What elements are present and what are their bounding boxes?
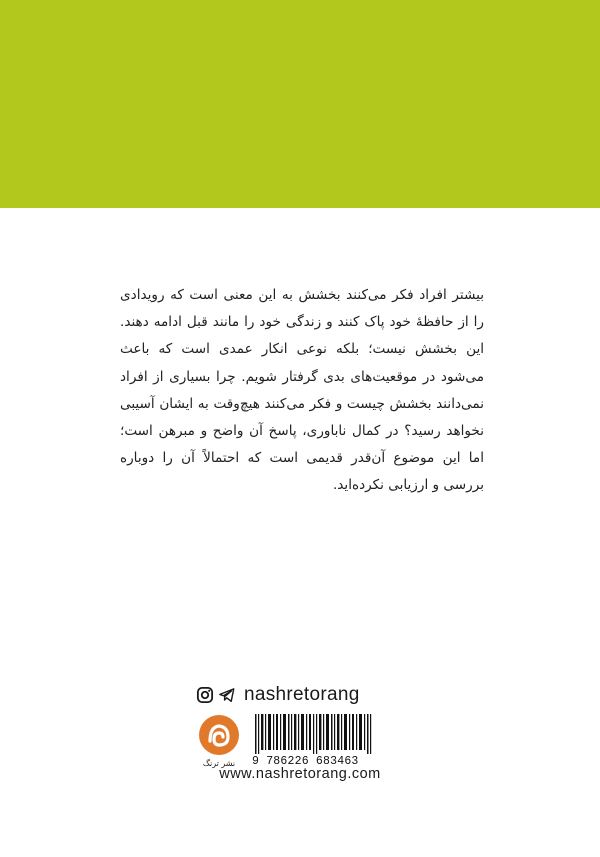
publisher-logo-mark	[197, 713, 241, 757]
cover-top-band	[0, 0, 600, 208]
barcode-bars	[252, 714, 376, 754]
back-cover-blurb	[120, 282, 484, 500]
social-media-row	[196, 683, 360, 707]
telegram-icon[interactable]	[218, 686, 236, 704]
instagram-icon[interactable]	[196, 686, 214, 704]
isbn-barcode	[252, 714, 376, 770]
blurb-paragraph: بیشتر افراد فکر می‌کنند بخشش به این معنی است که رویدادی را از حافظهٔ خود پاک کنند و زندگی خود را مانند قبل ادامه دهند. این بخشش نیست؛ بلکه نوعی انکار عمدی است که باعث می‌شود در موقعیت‌های بدی گرفتار شویم. چرا بسیاری از افراد نمی‌دانند بخشش چیست و فکر می‌کنند هیچ‌وقت به ایشان آسیبی نخواهد رسید؟ در کمال ناباوری، پاسخ آن واضح و مبرهن است؛ اما این موضوع آن‌قدر قدیمی است که احتمالاً آن را دوباره بررسی و ارزیابی نکرده‌اید.	[120, 287, 484, 494]
social-handle[interactable]: nashretorang	[244, 684, 360, 705]
publisher-logo-caption: نشر ترنگ	[202, 759, 236, 768]
publisher-website[interactable]: www.nashretorang.com	[219, 766, 381, 782]
isbn-digits: 9 786226 683463	[252, 755, 359, 768]
